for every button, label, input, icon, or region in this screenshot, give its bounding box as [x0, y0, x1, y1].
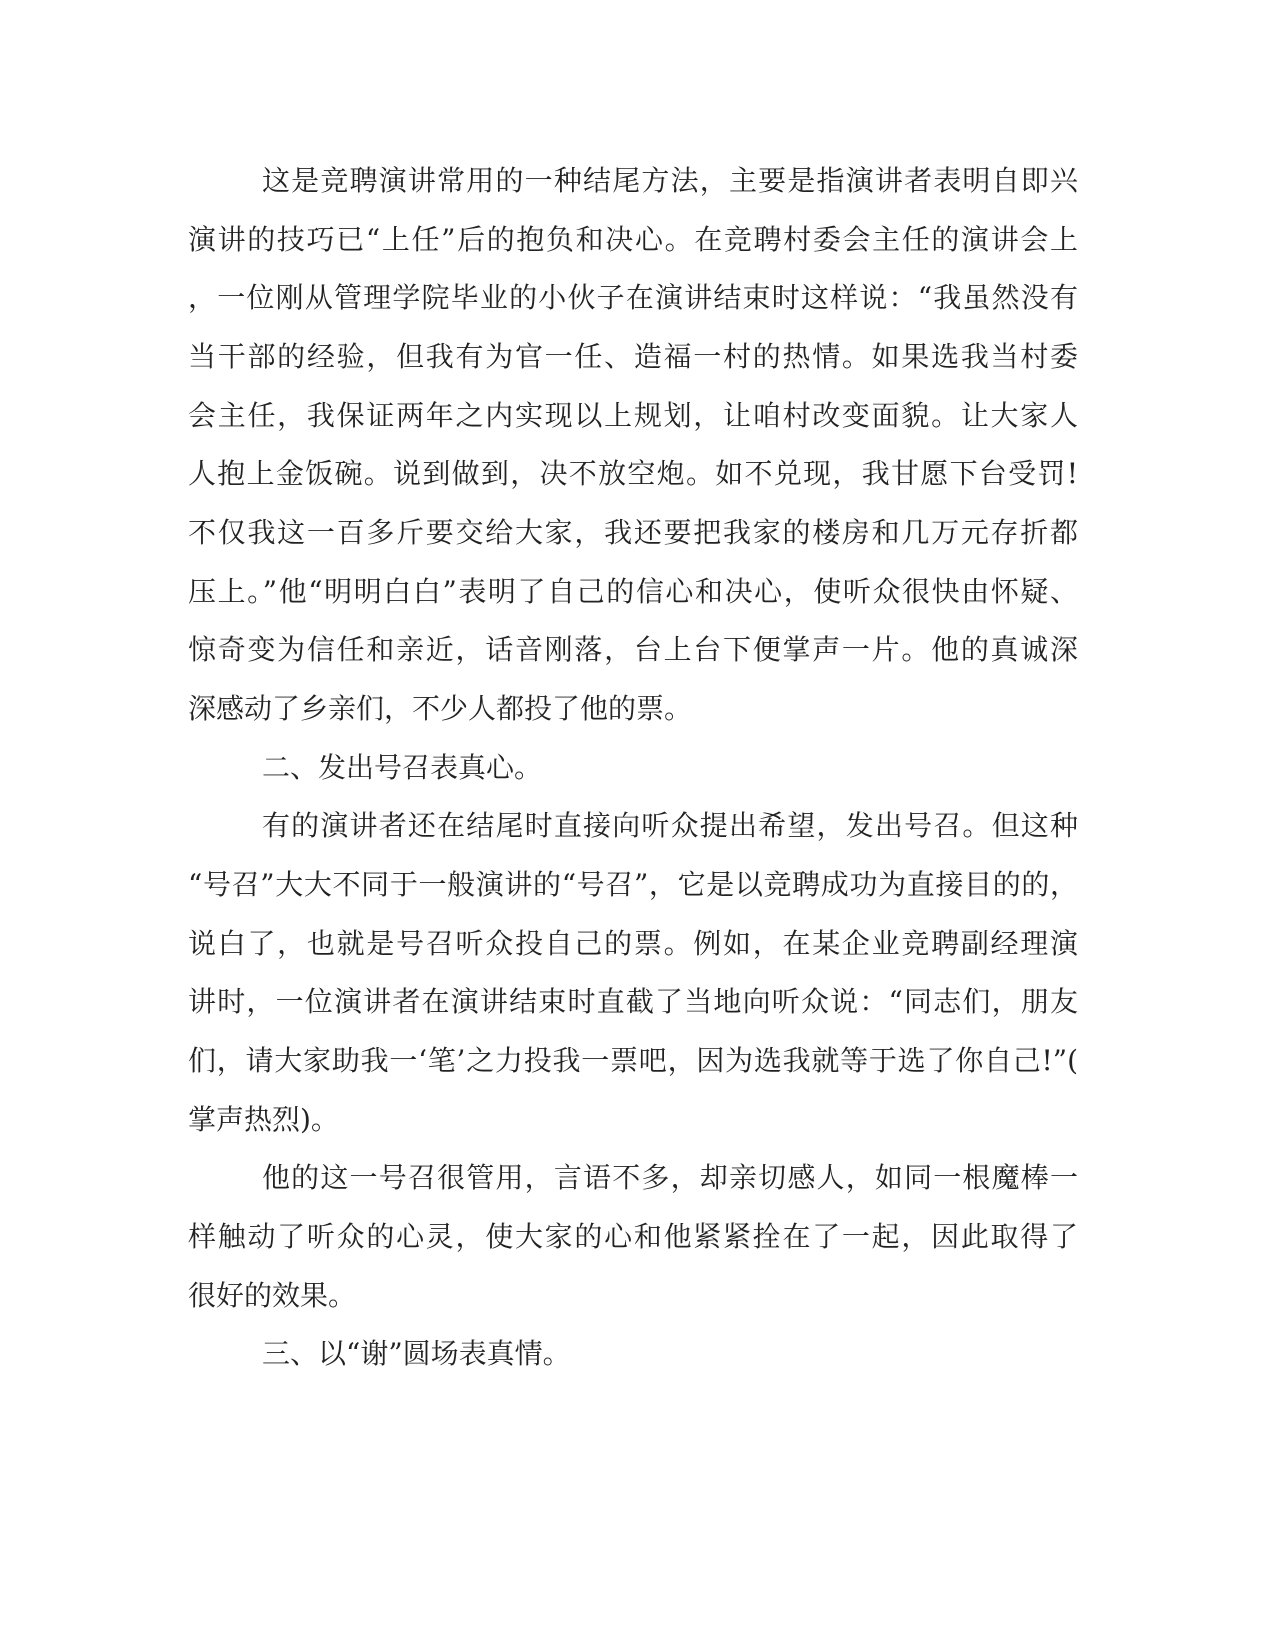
text-line-20: 很好的效果。: [188, 1279, 357, 1312]
text-line-15: 讲时，一位演讲者在演讲结束时直截了当地向听众说：“同志们，朋友: [188, 985, 1078, 1018]
text-line-16: 们，请大家助我一‘笔’之力投我一票吧，因为选我就等于选了你自己!”(: [188, 1044, 1078, 1077]
text-line-2: 演讲的技巧已“上任”后的抱负和决心。在竞聘村委会主任的演讲会上: [188, 223, 1078, 256]
text-line-10: 深感动了乡亲们，不少人都投了他的票。: [188, 692, 693, 725]
text-line-18: 他的这一号召很管用，言语不多，却亲切感人，如同一根魔棒一: [262, 1161, 1078, 1194]
text-line-13: “号召”大大不同于一般演讲的“号召”，它是以竞聘成功为直接目的的，: [188, 868, 1078, 901]
section-heading-2: 二、发出号召表真心。: [262, 751, 543, 784]
text-line-8: 压上。”他“明明白白”表明了自己的信心和决心，使听众很快由怀疑、: [188, 575, 1078, 608]
text-line-4: 当干部的经验，但我有为官一任、造福一村的热情。如果选我当村委: [188, 340, 1078, 373]
text-line-5: 会主任，我保证两年之内实现以上规划，让咱村改变面貌。让大家人: [188, 399, 1078, 432]
text-line-12: 有的演讲者还在结尾时直接向听众提出希望，发出号召。但这种: [262, 809, 1078, 842]
text-line-3: ，一位刚从管理学院毕业的小伙子在演讲结束时这样说：“我虽然没有: [188, 281, 1078, 314]
text-line-6: 人抱上金饭碗。说到做到，决不放空炮。如不兑现，我甘愿下台受罚!: [188, 457, 1078, 490]
text-line-14: 说白了，也就是号召听众投自己的票。例如，在某企业竞聘副经理演: [188, 927, 1078, 960]
text-line-17: 掌声热烈)。: [188, 1103, 339, 1136]
text-line-19: 样触动了听众的心灵，使大家的心和他紧紧拴在了一起，因此取得了: [188, 1220, 1078, 1253]
text-line-1: 这是竞聘演讲常用的一种结尾方法，主要是指演讲者表明自即兴: [262, 164, 1078, 197]
section-heading-3: 三、以“谢”圆场表真情。: [262, 1337, 571, 1370]
text-line-7: 不仅我这一百多斤要交给大家，我还要把我家的楼房和几万元存折都: [188, 516, 1078, 549]
text-line-9: 惊奇变为信任和亲近，话音刚落，台上台下便掌声一片。他的真诚深: [188, 633, 1078, 666]
